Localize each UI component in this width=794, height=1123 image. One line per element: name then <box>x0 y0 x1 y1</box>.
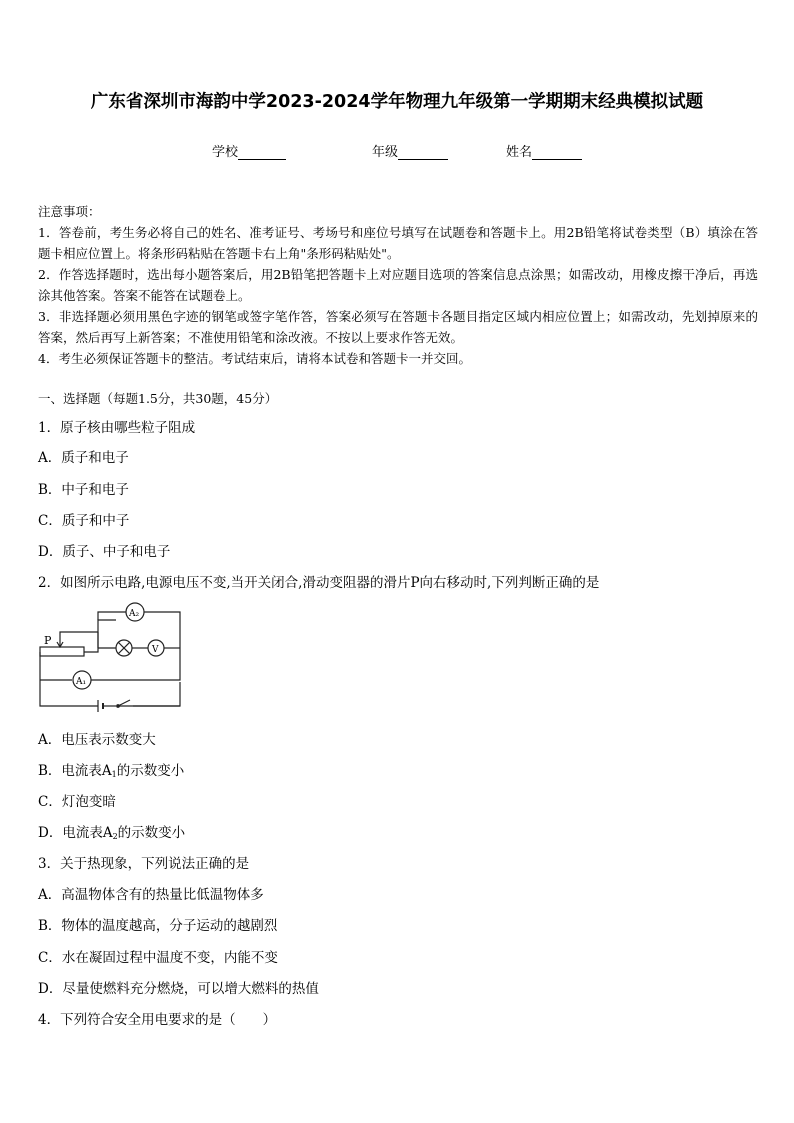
slider-wire <box>60 632 98 647</box>
notice-item: 4．考生必须保证答题卡的整洁。考试结束后，请将本试卷和答题卡一并交回。 <box>38 351 471 366</box>
school-blank[interactable] <box>238 146 286 160</box>
circuit-wire-rheostat-up <box>84 620 116 652</box>
school-label: 学校 <box>212 145 239 160</box>
question-2-stem: 2．如图所示电路,电源电压不变,当开关闭合,滑动变阻器的滑片P向右移动时,下列判断正确的是 <box>38 575 600 591</box>
q2-option-d-subscript: 2 <box>112 832 118 841</box>
notice-item: 3．非选择题必须用黑色字迹的钢笔或签字笔作答，答案必须写在答题卡各题目指定区域内相应位置上；如需改动，先划掉原来的答案，然后再写上新答案；不准使用铅笔和涂改液。不按以上要求作答无效。 <box>38 309 758 345</box>
circuit-wire-left <box>40 652 98 706</box>
circuit-wire-a2-left <box>98 612 126 620</box>
rheostat <box>40 647 84 656</box>
q1-option-d: D．质子、中子和电子 <box>38 544 171 560</box>
circuit-diagram <box>36 600 186 712</box>
q1-option-a: A．质子和电子 <box>38 450 129 466</box>
question-4-stem: 4．下列符合安全用电要求的是（ ） <box>38 1012 277 1028</box>
circuit-wire-bottom-right <box>118 682 180 706</box>
student-info-fields <box>0 141 794 159</box>
grade-blank[interactable] <box>398 146 448 160</box>
q2-option-b-text: B．电流表A <box>38 763 112 779</box>
q2-option-b <box>38 759 184 779</box>
ammeter-a1-label: A₁ <box>76 677 87 687</box>
q2-option-c: C．灯泡变暗 <box>38 794 116 810</box>
notice-item: 1．答卷前，考生务必将自己的姓名、准考证号、考场号和座位号填写在试题卷和答题卡上。用2B铅笔将试卷类型（B）填涂在答题卡相应位置上。将条形码粘贴在答题卡右上角"条形码粘贴处"。 <box>38 225 758 261</box>
notice-block <box>38 201 758 369</box>
q1-option-b: B．中子和电子 <box>38 482 129 498</box>
ammeter-a2-label: A₂ <box>129 609 140 619</box>
q2-option-b-tail: 的示数变小 <box>116 763 185 779</box>
switch-pivot <box>117 705 120 708</box>
question-1-stem: 1．原子核由哪些粒子阻成 <box>38 420 196 436</box>
q3-option-b: B．物体的温度越高，分子运动的越剧烈 <box>38 918 278 934</box>
q3-option-d: D．尽量使燃料充分燃烧，可以增大燃料的热值 <box>38 981 319 997</box>
school-field[interactable] <box>212 141 286 160</box>
q2-option-d-text: D．电流表A <box>38 825 113 841</box>
grade-field[interactable] <box>372 141 448 160</box>
q1-option-c: C．质子和中子 <box>38 513 130 529</box>
q2-option-d <box>38 821 185 841</box>
exam-title: 广东省深圳市海韵中学2023-2024学年物理九年级第一学期期末经典模拟试题 <box>90 92 704 112</box>
notice-item: 2．作答选择题时，选出每小题答案后，用2B铅笔把答题卡上对应题目选项的答案信息点涂黑；如需改动，用橡皮擦干净后，再选涂其他答案。答案不能答在试题卷上。 <box>38 267 758 303</box>
q2-option-a: A．电压表示数变大 <box>38 732 156 748</box>
q3-option-a: A．高温物体含有的热量比低温物体多 <box>38 887 264 903</box>
q2-option-d-tail: 的示数变小 <box>117 825 186 841</box>
name-blank[interactable] <box>532 146 582 160</box>
voltmeter-label: V <box>152 645 159 655</box>
q3-option-c: C．水在凝固过程中温度不变，内能不变 <box>38 950 278 966</box>
grade-label: 年级 <box>372 145 399 160</box>
name-field[interactable] <box>506 141 582 160</box>
name-label: 姓名 <box>506 145 533 160</box>
slider-label-p: P <box>44 634 52 647</box>
section-heading: 一、选择题（每题1.5分，共30题，45分） <box>38 391 278 406</box>
question-3-stem: 3．关于热现象，下列说法正确的是 <box>38 856 250 872</box>
switch-blade <box>118 700 130 706</box>
notice-heading: 注意事项： <box>38 204 101 219</box>
q2-option-b-subscript: 1 <box>111 770 117 779</box>
circuit-wire-a1-right <box>91 648 180 680</box>
